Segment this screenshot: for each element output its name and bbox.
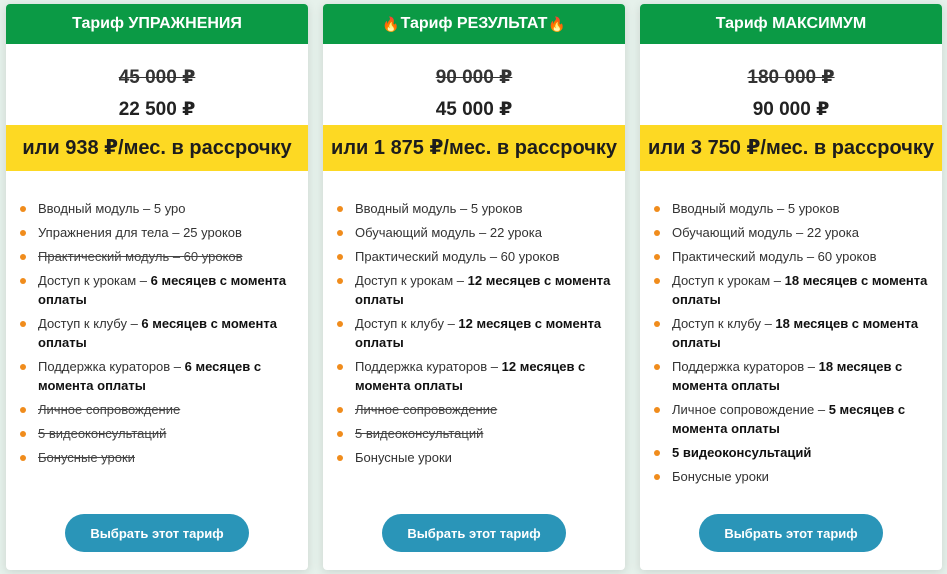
new-price: 90 000 ₽	[752, 99, 830, 120]
new-price: 22 500 ₽	[118, 99, 196, 120]
feature-item: Вводный модуль – 5 уро	[38, 199, 298, 218]
feature-label: Личное сопровождение –	[672, 402, 829, 417]
plan-title	[6, 4, 308, 44]
old-price: 180 000 ₽	[747, 67, 835, 88]
installment-price: или 3 750 ₽/мес. в рассрочку	[640, 125, 942, 171]
feature-item: Вводный модуль – 5 уроков	[355, 199, 615, 218]
feature-label: Доступ к клубу –	[38, 316, 142, 331]
feature-value: 5 месяцев с момента оплаты	[672, 402, 906, 436]
feature-list	[323, 199, 625, 467]
feature-item: Вводный модуль – 5 уроков	[672, 199, 932, 218]
feature-item: 5 видеоконсультаций	[672, 443, 932, 462]
feature-label: Поддержка кураторов –	[38, 359, 185, 374]
feature-label: Доступ к клубу –	[355, 316, 459, 331]
feature-value: 6 месяцев с момента оплаты	[38, 359, 262, 393]
plan-title-text: Тариф РЕЗУЛЬТАТ	[400, 15, 548, 32]
plan-card-result	[323, 4, 625, 570]
feature-value: 12 месяцев с момента оплаты	[355, 359, 586, 393]
feature-item: Практический модуль – 60 уроков	[672, 247, 932, 266]
feature-label: Доступ к урокам –	[355, 273, 468, 288]
plan-card-maximum	[640, 4, 942, 570]
plan-title	[323, 4, 625, 44]
feature-item	[672, 400, 932, 438]
fire-icon: 🔥	[548, 15, 566, 32]
old-price: 45 000 ₽	[118, 67, 196, 88]
select-plan-button[interactable]: Выбрать этот тариф	[65, 514, 249, 552]
new-price: 45 000 ₽	[435, 99, 513, 120]
plan-title-text: Тариф УПРАЖНЕНИЯ	[72, 15, 242, 32]
feature-value: 12 месяцев с момента оплаты	[355, 316, 602, 350]
feature-label: Поддержка кураторов –	[672, 359, 819, 374]
feature-value: 18 месяцев с момента оплаты	[672, 273, 928, 307]
feature-item	[38, 314, 298, 352]
feature-value: 18 месяцев с момента оплаты	[672, 316, 919, 350]
feature-item: Личное сопровождение	[38, 400, 298, 419]
feature-item: Обучающий модуль – 22 урока	[672, 223, 932, 242]
feature-item: Практический модуль – 60 уроков	[355, 247, 615, 266]
plan-title	[640, 4, 942, 44]
fire-icon: 🔥	[382, 15, 400, 32]
installment-price: или 938 ₽/мес. в рассрочку	[6, 125, 308, 171]
plan-title-text: Тариф МАКСИМУМ	[715, 15, 867, 32]
feature-value: 12 месяцев с момента оплаты	[355, 273, 611, 307]
feature-item: Бонусные уроки	[672, 467, 932, 486]
feature-item: Личное сопровождение	[355, 400, 615, 419]
feature-value: 6 месяцев с момента оплаты	[38, 316, 277, 350]
feature-item	[38, 357, 298, 395]
select-plan-button[interactable]: Выбрать этот тариф	[699, 514, 883, 552]
feature-item	[355, 271, 615, 309]
installment-price: или 1 875 ₽/мес. в рассрочку	[323, 125, 625, 171]
select-plan-button[interactable]: Выбрать этот тариф	[382, 514, 566, 552]
feature-item	[672, 357, 932, 395]
feature-item: Обучающий модуль – 22 урока	[355, 223, 615, 242]
feature-item: Бонусные уроки	[355, 448, 615, 467]
feature-item: Бонусные уроки	[38, 448, 298, 467]
feature-value: 18 месяцев с момента оплаты	[672, 359, 903, 393]
feature-label: Поддержка кураторов –	[355, 359, 502, 374]
feature-item	[355, 357, 615, 395]
feature-item	[38, 271, 298, 309]
feature-item: 5 видеоконсультаций	[355, 424, 615, 443]
feature-value: 6 месяцев с момента оплаты	[38, 273, 287, 307]
feature-label: Доступ к урокам –	[38, 273, 151, 288]
plan-card-exercises	[6, 4, 308, 570]
feature-item	[355, 314, 615, 352]
feature-label: Доступ к клубу –	[672, 316, 776, 331]
feature-item	[672, 314, 932, 352]
feature-item	[672, 271, 932, 309]
feature-list	[6, 199, 308, 467]
old-price: 90 000 ₽	[435, 67, 513, 88]
feature-item: Упражнения для тела – 25 уроков	[38, 223, 298, 242]
feature-label: Доступ к урокам –	[672, 273, 785, 288]
feature-item: 5 видеоконсультаций	[38, 424, 298, 443]
feature-item: Практический модуль – 60 уроков	[38, 247, 298, 266]
feature-list	[640, 199, 942, 486]
